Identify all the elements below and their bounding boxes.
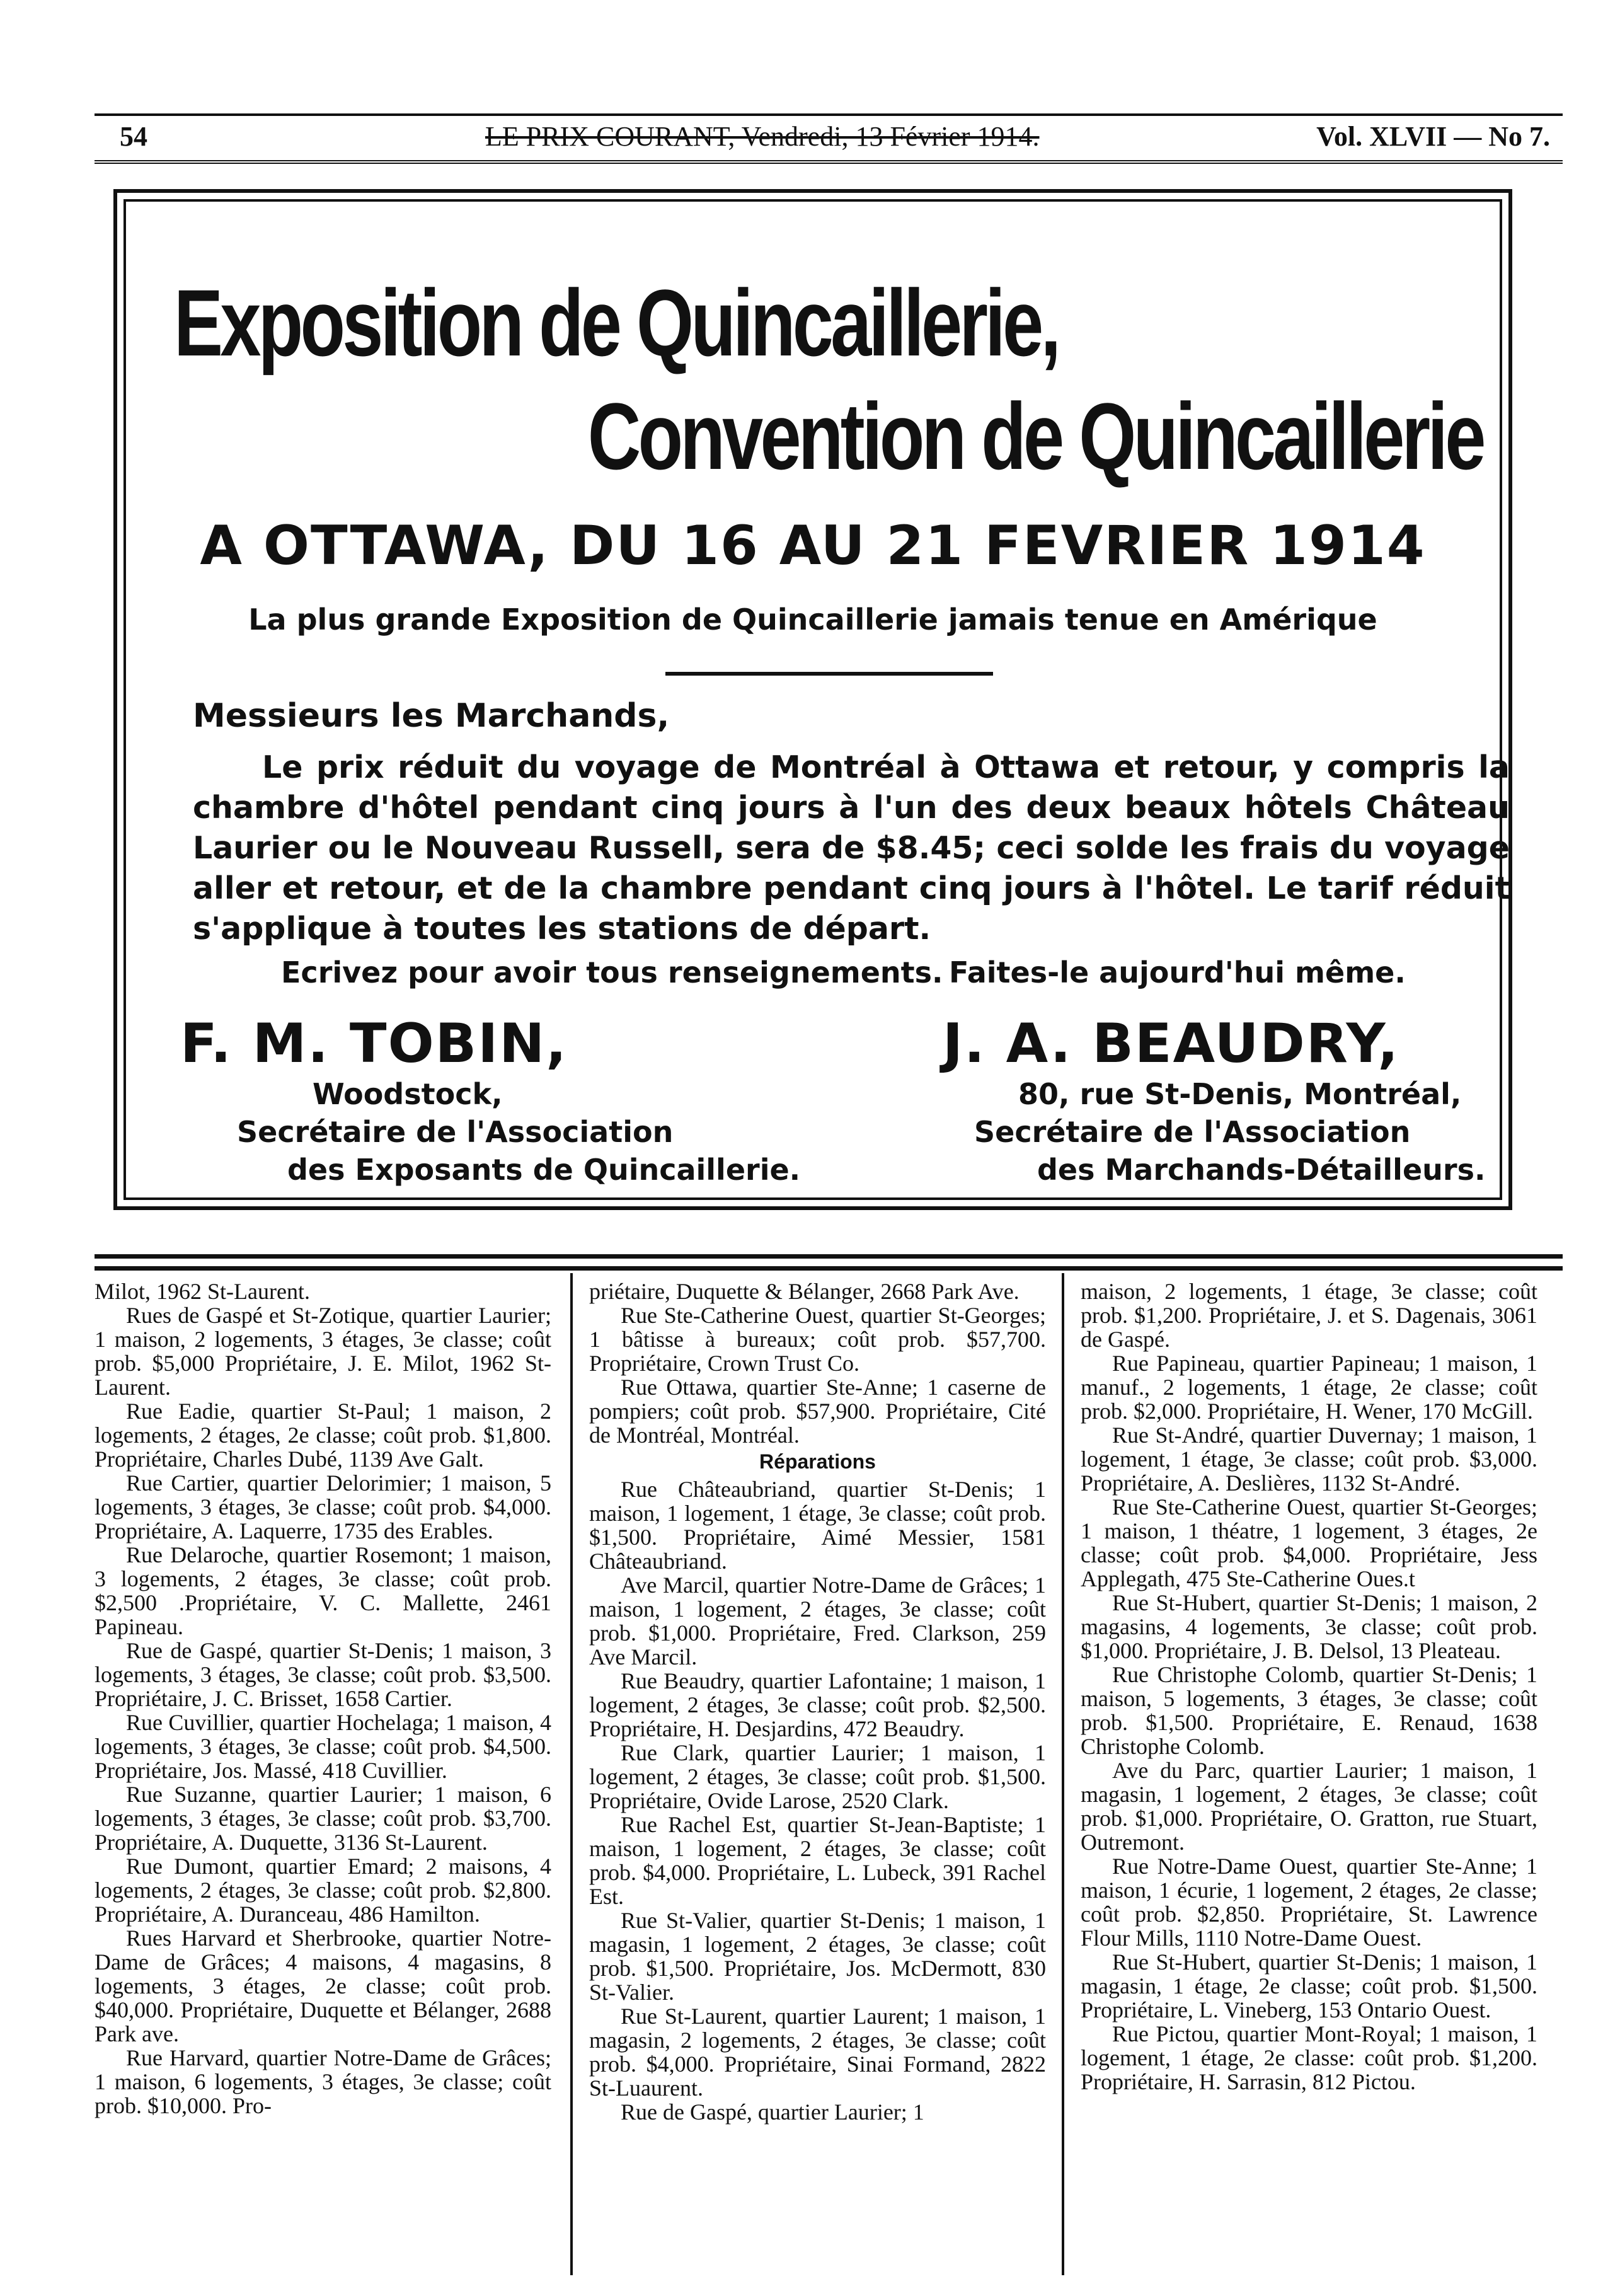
permit-entry: Rue Rachel Est, quartier St-Jean-Baptiste; 1 maison, 1 logement, 2 étages, 3e classe; coût prob. $4,000. Propriétaire, L. Lubeck, 391 Rachel Est. [589,1812,1046,1909]
signatory-name: J. A. BEAUDRY, [943,1012,1400,1075]
section-double-rule [95,1254,1563,1271]
signatory-city: Woodstock, [313,1077,503,1111]
building-permits-columns [95,1273,1563,2282]
permit-entry: Rue Ste-Catherine Ouest, quartier St-Georges; 1 maison, 1 théatre, 1 logement, 3 étages, 2e classe; coût prob. $4,000. Propriétaire, Jess Applegath, 475 Ste-Catherine Oues.t [1081,1494,1537,1591]
permit-entry: Rue Dumont, quartier Emard; 2 maisons, 4 logements, 2 étages, 3e classe; coût prob. $2,800. Propriétaire, A. Duranceau, 486 Hamilton. [95,1854,551,1927]
ad-call-to-action-write: Ecrivez pour avoir tous renseignements. [281,955,943,989]
volume-number: Vol. XLVII — No 7. [1316,121,1550,152]
ad-call-to-action-today: Faites-le aujourd'hui même. [949,955,1406,989]
permit-entry: priétaire, Duquette & Bélanger, 2668 Park Ave. [589,1279,1020,1304]
journal-title-date: LE PRIX COURANT, Vendredi, 13 Février 1914. [485,121,1040,152]
permit-entry: Milot, 1962 St-Laurent. [95,1279,310,1304]
signatory-name: F. M. TOBIN, [180,1012,568,1075]
permit-entry: maison, 2 logements, 1 étage, 3e classe; coût prob. $1,200. Propriétaire, J. et S. Dagenais, 3061 de Gaspé. [1081,1279,1537,1352]
permit-entry: Ave Marcil, quartier Notre-Dame de Grâces; 1 maison, 1 logement, 2 étages, 3e classe; coût prob. $1,000. Propriétaire, Fred. Clarkson, 259 Ave Marcil. [589,1572,1046,1670]
ad-place-dates: A OTTAWA, DU 16 AU 21 FEVRIER 1914 [200,514,1426,577]
ad-tagline: La plus grande Exposition de Quincaillerie jamais tenue en Amérique [248,603,1377,637]
ad-divider [665,672,993,676]
permit-entry: Rue Châteaubriand, quartier St-Denis; 1 maison, 1 logement, 1 étage, 3e classe; coût prob. $1,500. Propriétaire, Aimé Messier, 1581 Châteaubriand. [589,1477,1046,1574]
permit-entry: Rue de Gaspé, quartier St-Denis; 1 maison, 3 logements, 3 étages, 3e classe; coût prob. $3,500. Propriétaire, J. C. Brisset, 1658 Cartier. [95,1638,551,1711]
permit-entry: Rue Clark, quartier Laurier; 1 maison, 1 logement, 2 étages, 3e classe; coût prob. $1,500. Propriétaire, Ovide Larose, 2520 Clark. [589,1740,1046,1813]
permit-entry: Rue Pictou, quartier Mont-Royal; 1 maison, 1 logement, 1 étage, 2e classe: coût prob. $1,200. Propriétaire, H. Sarrasin, 812 Pictou. [1081,2021,1537,2094]
column-2 [589,1279,1046,2124]
permit-entry: Rue Delaroche, quartier Rosemont; 1 maison, 3 logements, 2 étages, 3e classe; coût prob. $2,500 .Propriétaire, V. C. Mallette, 2461 Papineau. [95,1542,551,1639]
permit-entry: Rue St-Valier, quartier St-Denis; 1 maison, 1 magasin, 1 logement, 2 étages, 3e classe; coût prob. $1,500. Propriétaire, Jos. McDermott, 830 St-Valier. [589,1908,1046,2005]
signatory-address: 80, rue St-Denis, Montréal, [1018,1077,1462,1111]
signatory-title: Secrétaire de l'Association [237,1115,674,1149]
section-heading-repairs: Réparations [759,1450,876,1473]
permit-entry: Rue Ste-Catherine Ouest, quartier St-Georges; 1 bâtisse à bureaux; coût prob. $57,700. Propriétaire, Crown Trust Co. [589,1303,1046,1376]
permit-entry: Rues de Gaspé et St-Zotique, quartier Laurier; 1 maison, 2 logements, 3 étages, 3e classe; coût prob. $5,000 Propriétaire, J. E. Milot, 1962 St-Laurent. [95,1303,551,1400]
ad-title-exposition: Exposition de Quincaillerie, [174,270,1059,376]
permit-entry: Rue Harvard, quartier Notre-Dame de Grâces; 1 maison, 6 logements, 3 étages, 3e classe; coût prob. $10,000. Pro- [95,2045,551,2118]
ad-greeting: Messieurs les Marchands, [193,697,670,735]
ad-title-convention: Convention de Quincaillerie [588,383,1483,489]
permit-entry: Rue Beaudry, quartier Lafontaine; 1 maison, 1 logement, 2 étages, 3e classe; coût prob. $2,500. Propriétaire, H. Desjardins, 472 Beaudry. [589,1668,1046,1741]
permit-entry: Rues Harvard et Sherbrooke, quartier Notre-Dame de Grâces; 4 maisons, 4 magasins, 8 logements, 3 étages, 2e classe; coût prob. $40,000. Propriétaire, Duquette et Bélanger, 2688 Park ave. [95,1925,551,2046]
permit-entry: Rue St-Hubert, quartier St-Denis; 1 maison, 2 magasins, 4 logements, 3e classe; coût prob. $1,000. Propriétaire, J. B. Delsol, 13 Pleateau. [1081,1590,1537,1663]
column-1 [95,1279,551,2118]
ad-body-text: Le prix réduit du voyage de Montréal à Ottawa et retour, y compris la chambre d'hôtel pendant cinq jours à l'un des deux beaux hôtels Château Laurier ou le Nouveau Russell, sera de $8.45; ceci solde les frais du voyage aller et retour, et de la chambre pendant cinq jours à l'hôtel. Le tarif réduit s'applique à toutes les stations de départ. [193,749,1510,947]
signatory-beaudry [943,1012,1485,1189]
signatory-association: des Marchands-Détailleurs. [1037,1153,1486,1187]
page-number: 54 [120,121,147,152]
permit-entry: Rue Christophe Colomb, quartier St-Denis; 1 maison, 5 logements, 3 étages, 3e classe; coût prob. $1,500. Propriétaire, E. Renaud, 1638 Christophe Colomb. [1081,1662,1537,1759]
newspaper-page [95,38,1563,2282]
signatory-title: Secrétaire de l'Association [974,1115,1411,1149]
permit-entry: Rue de Gaspé, quartier Laurier; 1 [621,2099,924,2125]
permit-entry: Rue St-André, quartier Duvernay; 1 maison, 1 logement, 1 étage, 3e classe; coût prob. $3,000. Propriétaire, A. Deslières, 1132 St-André. [1081,1422,1537,1496]
advertisement-box [113,189,1512,1210]
permit-entry: Rue St-Hubert, quartier St-Denis; 1 maison, 1 magasin, 1 étage, 2e classe; coût prob. $1,500. Propriétaire, L. Vineberg, 153 Ontario Ouest. [1081,1949,1537,2022]
signatory-tobin [180,1012,800,1189]
permit-entry: Rue Cuvillier, quartier Hochelaga; 1 maison, 4 logements, 3 étages, 3e classe; coût prob. $4,500. Propriétaire, Jos. Massé, 418 Cuvillier. [95,1710,551,1783]
signatory-association: des Exposants de Quincaillerie. [287,1153,801,1187]
column-3 [1081,1279,1537,2094]
column-rule [1062,1273,1064,2275]
permit-entry: Ave du Parc, quartier Laurier; 1 maison, 1 magasin, 1 logement, 2 étages, 3e classe; coût prob. $1,000. Propriétaire, O. Gratton, rue Stuart, Outremont. [1081,1758,1537,1855]
permit-entry: Rue Suzanne, quartier Laurier; 1 maison, 6 logements, 3 étages, 3e classe; coût prob. $3,700. Propriétaire, A. Duquette, 3136 St-Laurent. [95,1782,551,1855]
permit-entry: Rue Papineau, quartier Papineau; 1 maison, 1 manuf., 2 logements, 1 étage, 2e classe; coût prob. $2,000. Propriétaire, H. Wener, 170 McGill. [1081,1351,1537,1424]
permit-entry: Rue Cartier, quartier Delorimier; 1 maison, 5 logements, 3 étages, 3e classe; coût prob. $4,000. Propriétaire, A. Laquerre, 1735 des Erables. [95,1470,551,1543]
column-rule [570,1273,573,2275]
permit-entry: Rue Ottawa, quartier Ste-Anne; 1 caserne de pompiers; coût prob. $57,900. Propriétaire, Cité de Montréal, Montréal. [589,1375,1046,1448]
permit-entry: Rue St-Laurent, quartier Laurent; 1 maison, 1 magasin, 2 logements, 2 étages, 3e classe; coût prob. $4,000. Propriétaire, Sinai Formand, 2822 St-Luaurent. [589,2004,1046,2101]
permit-entry: Rue Eadie, quartier St-Paul; 1 maison, 2 logements, 2 étages, 2e classe; coût prob. $1,800. Propriétaire, Charles Dubé, 1139 Ave Galt. [95,1399,551,1472]
running-header [95,113,1563,164]
permit-entry: Rue Notre-Dame Ouest, quartier Ste-Anne; 1 maison, 1 écurie, 1 logement, 2 étages, 2e classe; coût prob. $2,850. Propriétaire, St. Lawrence Flour Mills, 1110 Notre-Dame Ouest. [1081,1854,1537,1951]
